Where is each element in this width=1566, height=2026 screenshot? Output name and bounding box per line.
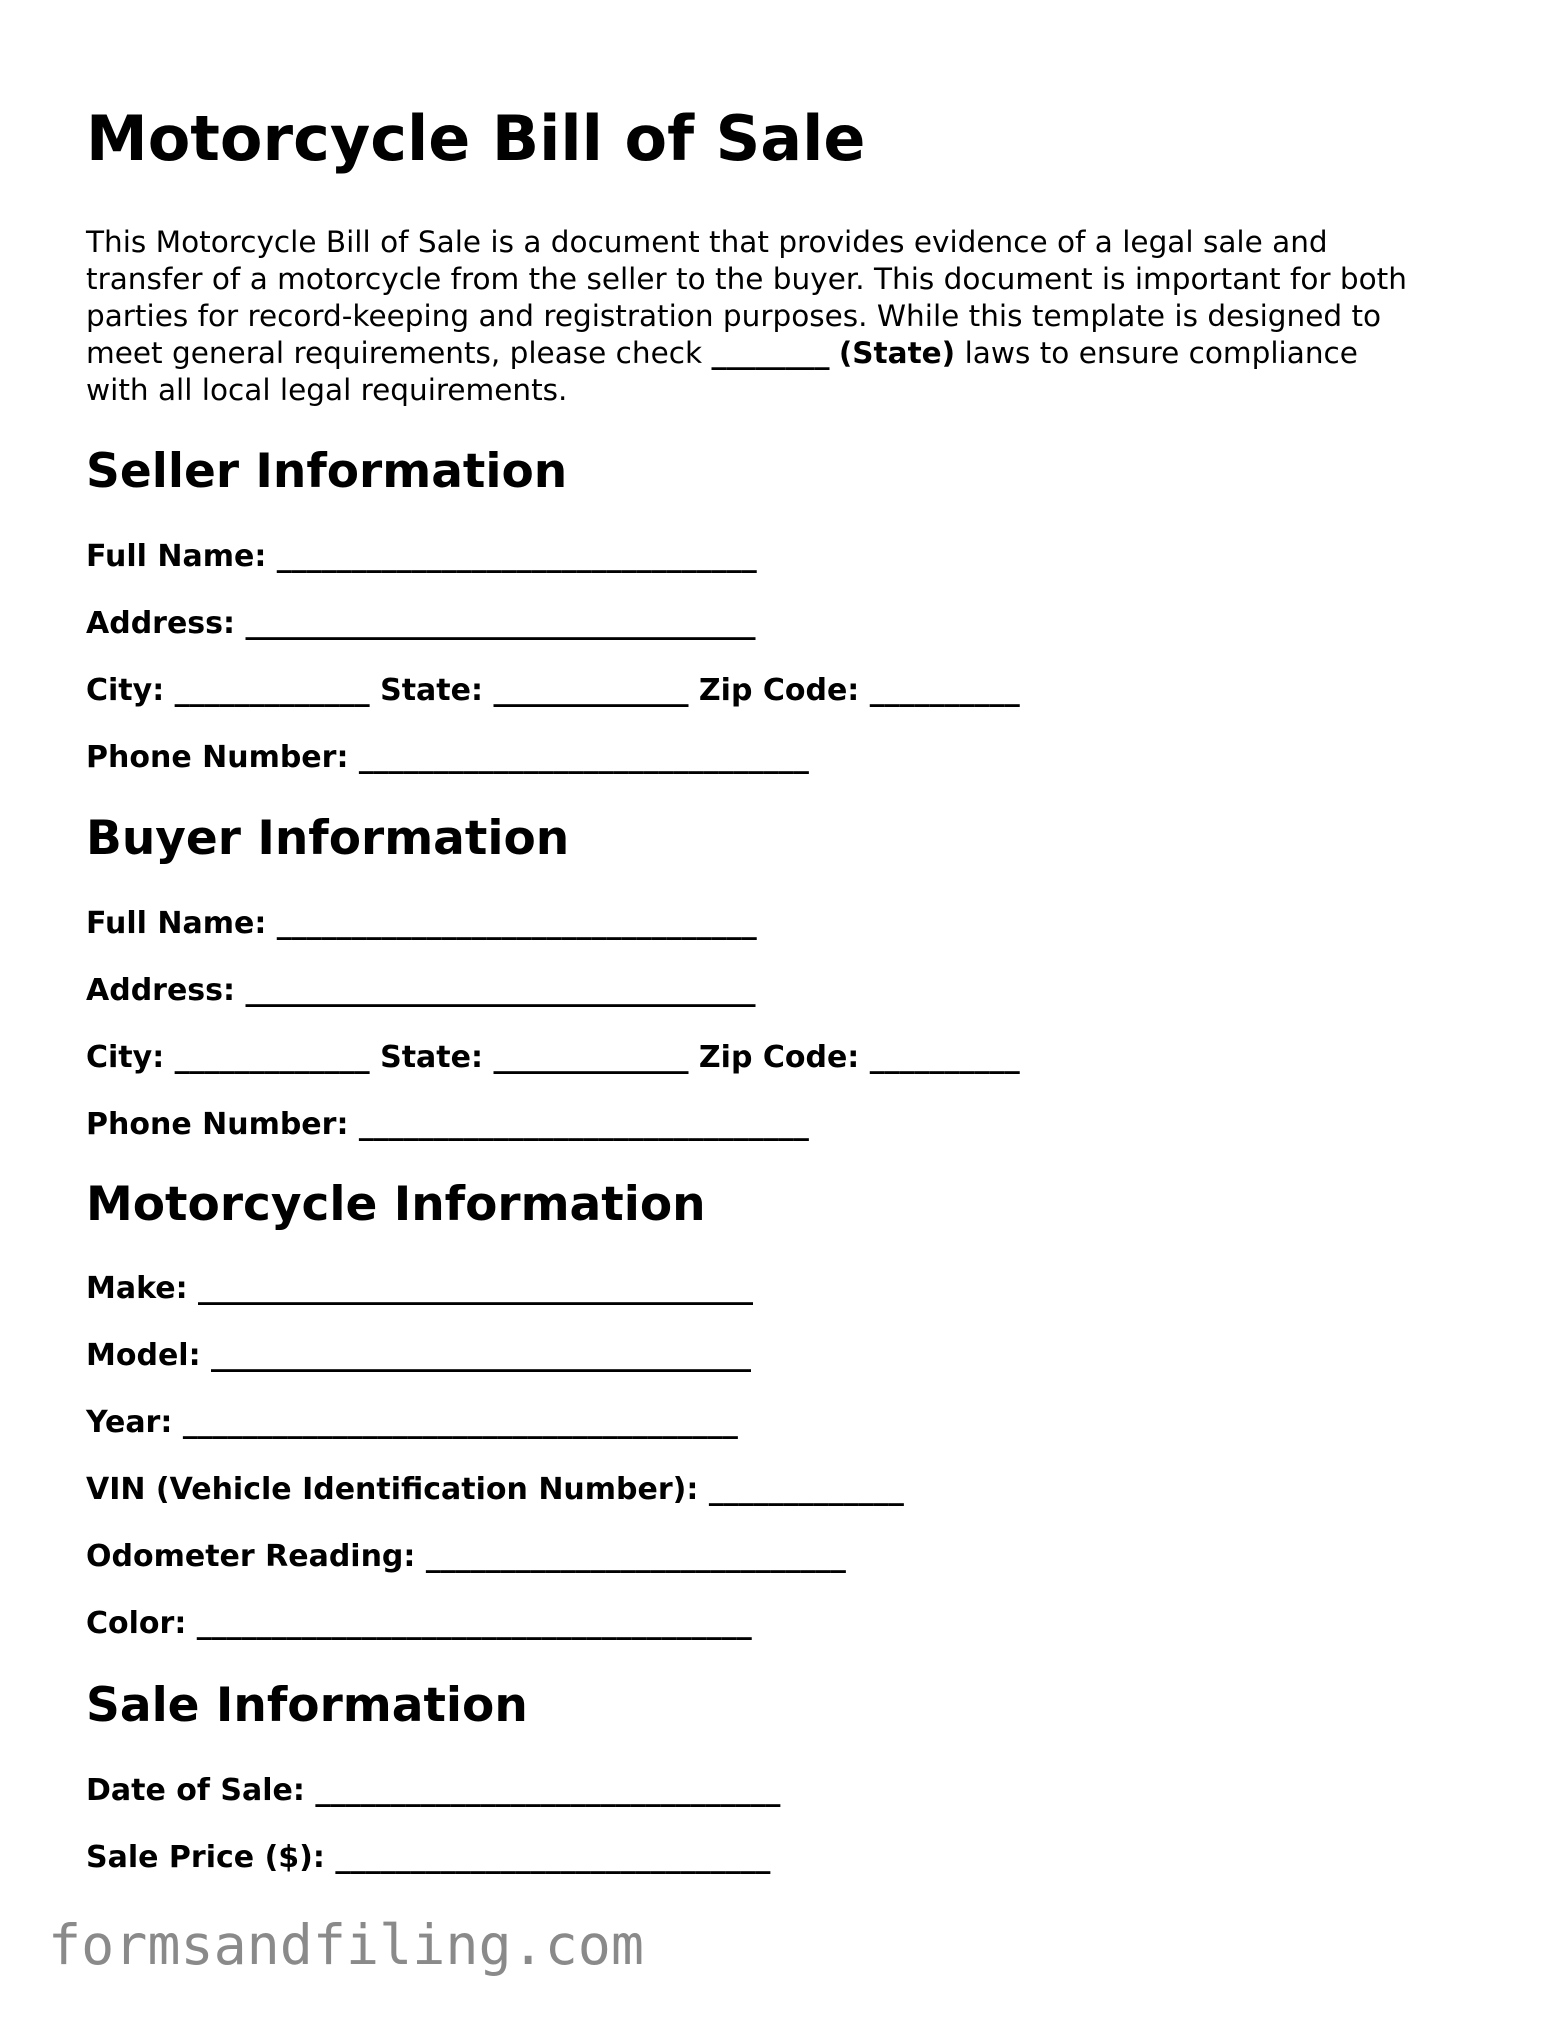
make-label: Make:: [86, 1271, 188, 1306]
intro-line-state: [86, 335, 1486, 372]
make-row: [86, 1271, 754, 1306]
buyer-address-field[interactable]: __________________________________: [245, 973, 756, 1008]
motorcycle-heading: Motorcycle Information: [86, 1177, 706, 1232]
seller-zip-field[interactable]: __________: [869, 673, 1020, 708]
buyer-phone-row: [86, 1107, 809, 1142]
seller-state-label: State:: [380, 673, 483, 708]
intro-line4-post: laws to ensure compliance: [964, 336, 1358, 370]
buyer-address-label: Address:: [86, 973, 236, 1008]
document-title: Motorcycle Bill of Sale: [86, 102, 866, 175]
buyer-city-state-zip-row: [86, 1040, 1020, 1075]
buyer-city-field[interactable]: _____________: [174, 1040, 370, 1075]
year-label: Year:: [86, 1405, 173, 1440]
color-field[interactable]: _____________________________________: [196, 1606, 752, 1641]
sale-price-row: [86, 1840, 771, 1875]
buyer-phone-field[interactable]: ______________________________: [358, 1107, 809, 1142]
vin-field[interactable]: _____________: [708, 1472, 904, 1507]
seller-phone-label: Phone Number:: [86, 740, 349, 775]
intro-line: transfer of a motorcycle from the seller to the buyer. This document is important for both: [86, 262, 1407, 296]
model-field[interactable]: ____________________________________: [211, 1338, 752, 1373]
sale-heading: Sale Information: [86, 1678, 528, 1733]
seller-full-name-field[interactable]: ________________________________: [276, 539, 757, 574]
buyer-full-name-row: [86, 906, 757, 941]
make-field[interactable]: _____________________________________: [198, 1271, 754, 1306]
seller-phone-field[interactable]: ______________________________: [358, 740, 809, 775]
intro-paragraph: [86, 224, 1486, 409]
model-row: [86, 1338, 752, 1373]
seller-full-name-row: [86, 539, 757, 574]
seller-address-label: Address:: [86, 606, 236, 641]
seller-city-field[interactable]: _____________: [174, 673, 370, 708]
seller-city-state-zip-row: [86, 673, 1020, 708]
seller-phone-row: [86, 740, 809, 775]
seller-address-field[interactable]: __________________________________: [245, 606, 756, 641]
date-of-sale-field[interactable]: _______________________________: [315, 1773, 781, 1808]
intro-line: with all local legal requirements.: [86, 373, 568, 407]
intro-line4-pre: meet general requirements, please check: [86, 336, 703, 370]
buyer-city-label: City:: [86, 1040, 165, 1075]
date-of-sale-row: [86, 1773, 781, 1808]
year-field[interactable]: _____________________________________: [182, 1405, 738, 1440]
sale-price-label: Sale Price ($):: [86, 1840, 325, 1875]
sale-price-field[interactable]: _____________________________: [335, 1840, 771, 1875]
buyer-full-name-field[interactable]: ________________________________: [276, 906, 757, 941]
vin-row: [86, 1472, 904, 1507]
watermark: formsandfiling.com: [48, 1913, 645, 1977]
seller-full-name-label: Full Name:: [86, 539, 267, 574]
buyer-state-label: State:: [380, 1040, 483, 1075]
color-label: Color:: [86, 1606, 187, 1641]
year-row: [86, 1405, 738, 1440]
buyer-phone-label: Phone Number:: [86, 1107, 349, 1142]
buyer-zip-label: Zip Code:: [698, 1040, 860, 1075]
odometer-label: Odometer Reading:: [86, 1539, 416, 1574]
buyer-heading: Buyer Information: [86, 811, 570, 866]
model-label: Model:: [86, 1338, 201, 1373]
seller-city-label: City:: [86, 673, 165, 708]
vin-label: VIN (Vehicle Identification Number):: [86, 1472, 699, 1507]
state-blank[interactable]: ________: [711, 336, 830, 370]
seller-heading: Seller Information: [86, 444, 568, 499]
date-of-sale-label: Date of Sale:: [86, 1773, 305, 1808]
color-row: [86, 1606, 752, 1641]
buyer-zip-field[interactable]: __________: [869, 1040, 1020, 1075]
seller-state-field[interactable]: _____________: [493, 673, 689, 708]
odometer-field[interactable]: ____________________________: [425, 1539, 846, 1574]
state-label: (State): [838, 336, 956, 370]
seller-zip-label: Zip Code:: [698, 673, 860, 708]
buyer-address-row: [86, 973, 756, 1008]
buyer-state-field[interactable]: _____________: [493, 1040, 689, 1075]
intro-line: This Motorcycle Bill of Sale is a document that provides evidence of a legal sale and: [86, 225, 1328, 259]
intro-line: parties for record-keeping and registration purposes. While this template is designed to: [86, 299, 1382, 333]
buyer-full-name-label: Full Name:: [86, 906, 267, 941]
odometer-row: [86, 1539, 846, 1574]
seller-address-row: [86, 606, 756, 641]
